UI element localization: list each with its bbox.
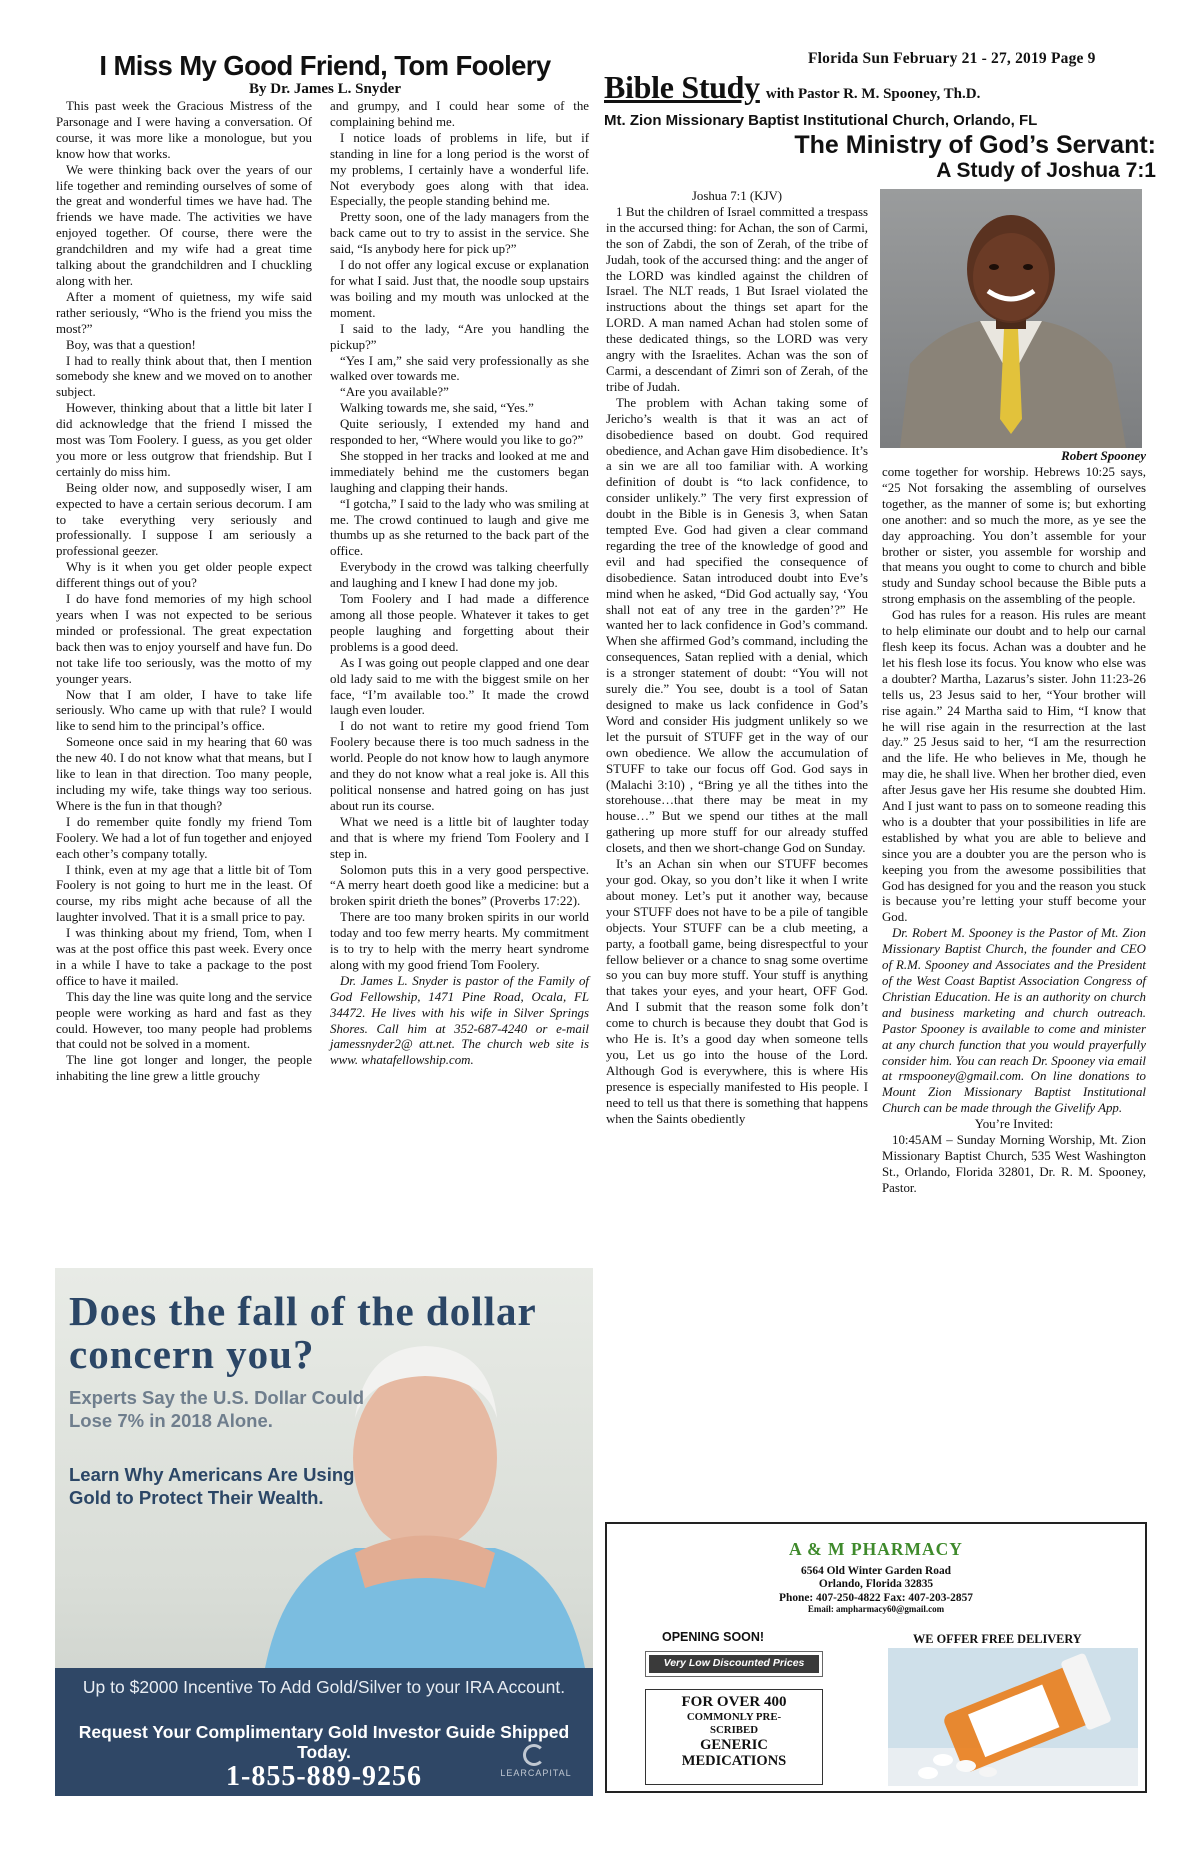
bible-study-heading <box>604 69 980 106</box>
pharmacy-address-2: Orlando, Florida 32835 <box>818 1578 934 1590</box>
opening-soon: OPENING SOON! <box>662 1630 765 1644</box>
bible-study-column-1 <box>606 189 868 1127</box>
paragraph: I had to really think about that, then I mention somebody she knew and we moved on to another subject. <box>56 353 312 400</box>
gold-investment-ad[interactable] <box>55 1268 593 1796</box>
sermon-subtitle: A Study of Joshua 7:1 <box>936 159 1156 182</box>
paragraph: However, thinking about that a little bit later I did acknowledge that the friend I missed the most was Tom Foolery. I guess, as you get older you more or less outgrow that friendship. But I certainly do miss him. <box>56 401 312 479</box>
paragraph: 1 But the children of Israel committed a trespass in the accursed thing: for Achan, the son of Carmi, the son of Zabdi, the son of Zerah, of the tribe of Judah, took of the accursed thing: and the anger of the LORD was kindled against the children of Israel. The NLT reads, 1 But Israel violated the instructions about the things set apart for the LORD. A man named Achan had stolen some of these dedicated things, so the LORD was very angry with the Israelites. Achan was the son of Carmi, a descendant of Zimri son of Zerah, of the tribe of Judah. <box>606 204 868 394</box>
ad-logo-text: LEARCAPITAL <box>500 1768 572 1778</box>
pharmacy-address-1: 6564 Old Winter Garden Road <box>801 1565 951 1577</box>
medications-line-2: COMMONLY PRE- <box>686 1711 782 1723</box>
article-column-1 <box>56 99 312 1085</box>
ad-headline: Does the fall of the dollar concern you? <box>69 1288 536 1377</box>
paragraph: Now that I am older, I have to take life seriously. Who came up with that rule? I would like to send him to the principal’s office. <box>56 687 312 734</box>
bible-study-title: Bible Study <box>604 69 760 105</box>
paragraph: “Yes I am,” she said very professionally as she walked over towards me. <box>330 353 589 384</box>
paragraph: She stopped in her tracks and looked at me and immediately behind me the customers began laughing and clapping their hands. <box>330 448 589 495</box>
paragraph: I do not offer any logical excuse or explanation for what I said. Just that, the noodle soup upstairs was boiling and my mouth was unlocked at the moment. <box>330 258 589 320</box>
paragraph: The problem with Achan taking some of Jericho’s wealth is that it was an act of disobedience based on doubt. God required obedience, and Achan gave Him disobedience. It’s a sin we are all too familiar with. A working definition of doubt is “to lack confidence, to consider unlikely.” The very first expression of doubt in the Bible is in Genesis 3, when Satan tempted Eve. God had given a clear command regarding the tree of the knowledge of good and evil and had specified the consequence of disobedience. Satan introduced doubt into Eve’s mind when he asked, “Did God actually say, ‘You shall not eat of any tree in the garden’?” He wanted her to lack confidence in God’s command. When she affirmed God’s command, including the consequences, Satan replied with a denial, which is a stronger statement of doubt: “You will not surely die.” You see, doubt is a tool of Satan designed to make us lack confidence in God’s Word and consider His judgment unlikely so we let the pursuit of STUFF get in the way of our own obedience. We allow the accumulation of STUFF to take our focus off God. God says in (Malachi 3:10) , “Bring ye all the tithes into the storehouse…that there may be meat in my house…” But we spend our tithes at the mall gathering up more stuff for our already stuffed closets, and then we short-change God on Sunday. <box>606 395 868 856</box>
bible-study-pastor: with Pastor R. M. Spooney, Th.D. <box>765 86 981 102</box>
paragraph: I do remember quite fondly my friend Tom Foolery. We had a lot of fun together and enjoyed each other’s company totally. <box>56 814 312 861</box>
ad-subheadline: Experts Say the U.S. Dollar Could Lose 7% in 2018 Alone. <box>69 1387 365 1431</box>
paragraph: This past week the Gracious Mistress of the Parsonage and I were having a conversation. Of course, it was more like a monologue, but you know how that works. <box>56 99 312 161</box>
church-name: Mt. Zion Missionary Baptist Institutional Church, Orlando, FL <box>604 112 1038 129</box>
paragraph: Being older now, and supposedly wiser, I am expected to have a certain serious decorum. I am to take everything very seriously and professionally. I suppose I am seriously a professional geezer. <box>56 480 312 559</box>
paragraph: The line got longer and longer, the people inhabiting the line grew a little grouchy <box>56 1053 312 1084</box>
paragraph: You’re Invited: <box>974 1117 1054 1132</box>
paragraph: and grumpy, and I could hear some of the complaining behind me. <box>330 99 589 129</box>
paragraph: Solomon puts this in a very good perspective. “A merry heart doeth good like a medicine: but a broken spirit drieth the bones” (Proverbs 17:22). <box>330 862 589 909</box>
ad-request-text: Request Your Complimentary Gold Investor Guide Shipped Today. <box>78 1722 570 1762</box>
pill-bottle-icon <box>888 1648 1138 1786</box>
paragraph: Joshua 7:1 (KJV) <box>691 189 783 203</box>
paragraph: Pretty soon, one of the lady managers from the back came out to try to assist in the service. She said, “Is anybody here for pick up?” <box>330 210 589 257</box>
paragraph: Boy, was that a question! <box>66 337 196 352</box>
medications-box <box>645 1689 823 1785</box>
paragraph: I said to the lady, “Are you handling the pickup?” <box>330 321 589 352</box>
paragraph: It’s an Achan sin when our STUFF becomes your god. Okay, so you don’t like it when I write about money. Let’s put it another way, because your STUFF does not have to be a pile of tangible objects. Your STUFF can be a club meeting, a party, a football game, being disrespectful to your fellow believer or a chance to snag some overtime so you can buy more stuff. Your stuff is anything that takes your eyes, and your heart, OFF God. And I submit that the reason some folk don’t come to church is because they doubt that God is who He is. It’s a good day when someone tells you, Let us go into the house of the Lord. Although God is everywhere, this is where His presence is especially manifested to His people. I need to tell us that there is something that happens when the Saints obediently <box>606 857 868 1126</box>
sermon-title: The Ministry of God’s Servant: <box>794 131 1156 159</box>
paragraph: 10:45AM – Sunday Morning Worship, Mt. Zion Missionary Baptist Church, 535 West Washington St., Orlando, Florida 32801, Dr. R. M. Spooney, Pastor. <box>882 1133 1146 1195</box>
paragraph: Someone once said in my hearing that 60 was the new 40. I do not know what that means, but I like to lean in that direction. Too many people, including my wife, take things way too serious. Where is the fun in that though? <box>56 735 312 813</box>
paragraph: I do not want to retire my good friend Tom Foolery because there is too much sadness in the world. People do not know how to laugh anymore and they do not know what a real joke is. All this political nonsense and hatred going on has just about run its course. <box>330 719 589 813</box>
pill-bottle-image <box>888 1648 1138 1786</box>
paragraph: Everybody in the crowd was talking cheerfully and laughing and I knew I had done my job. <box>330 560 589 591</box>
paragraph: Tom Foolery and I had made a difference among all those people. Whatever it takes to get people laughing and forgetting about their problems is a good deed. <box>330 592 589 654</box>
ad-subheadline-2: Learn Why Americans Are Using Gold to Protect Their Wealth. <box>69 1464 355 1508</box>
lear-capital-logo-icon <box>523 1744 545 1766</box>
paragraph: “Are you available?” <box>340 385 449 400</box>
pharmacy-email[interactable]: Email: ampharmacy60@gmail.com <box>807 1604 945 1614</box>
discount-badge <box>645 1651 823 1677</box>
paragraph: I think, even at my age that a little bit of Tom Foolery is not going to hurt me in the least. Of course, my ribs might ache because of all the laughter involved. That it is a small price to pay. <box>56 862 312 925</box>
medications-line-3: SCRIBED <box>709 1724 758 1736</box>
free-delivery: WE OFFER FREE DELIVERY <box>913 1632 1082 1646</box>
photo-caption: Robert Spooney <box>1061 448 1146 463</box>
article-title: I Miss My Good Friend, Tom Foolery <box>99 50 551 81</box>
paragraph: As I was going out people clapped and one dear old lady said to me with the biggest smile on her face, “I’m available too.” It made the crowd laugh even louder. <box>330 655 589 718</box>
paragraph: Why is it when you get older people expect different things out of you? <box>56 560 312 591</box>
paragraph: Dr. James L. Snyder is pastor of the Family of God Fellowship, 1471 Pine Road, Ocala, FL 34472. He lives with his wife in Silver Springs Shores. Call him at 352-687-4240 or e-mail jamessnyder2@ att.net. The church web site is www. whatafellowship.com. <box>330 973 589 1068</box>
paragraph: There are too many broken spirits in our world today and too few merry hearts. My commitment is to try to help with the merry heart syndrome along with my good friend Tom Foolery. <box>330 910 589 972</box>
paragraph: What we need is a little bit of laughter today and that is where my friend Tom Foolery and I step in. <box>330 814 589 861</box>
ad-incentive-text: Up to $2000 Incentive To Add Gold/Silver to your IRA Account. <box>82 1677 566 1697</box>
medications-line-5: MEDICATIONS <box>681 1753 787 1769</box>
paragraph: Dr. Robert M. Spooney is the Pastor of Mt. Zion Missionary Baptist Church, the founder and CEO of R.M. Spooney and Associates and the President of the West Coast Baptist Association Congress of Christian Education. He is an authority on church and business marketing and church outreach. Pastor Spooney is available to come and minister at any church function that you would prayerfully consider him. You can reach Dr. Spooney via email at rmspooney@gmail.com. On line donations to Mount Zion Missionary Baptist Institutional Church can be made through the Givelify App. <box>882 926 1146 1116</box>
article-byline: By Dr. James L. Snyder <box>249 81 401 97</box>
paragraph: Walking towards me, she said, “Yes.” <box>340 401 534 416</box>
pastor-portrait-illustration <box>880 189 1142 448</box>
ad-phone-number[interactable]: 1-855-889-9256 <box>226 1761 422 1792</box>
paragraph: God has rules for a reason. His rules are meant to help eliminate our doubt and to help our carnal flesh keep its focus. Achan was a doubter and he let his flesh lose its focus. You know who else was a doubter? Martha, Lazarus’s sister. John 11:23-26 tells us, 23 Jesus said to her, “Your brother will rise again.” 24 Martha said to Him, “I know that he will rise again in the resurrection at the last day.” 25 Jesus said to her, “I am the resurrection and the life. He who believes in Me, though he may die, he shall live. When her brother died, even after Jesus gave her His resume she doubted Him. And I just want to pass on to someone reading this who is a doubter that your possibilities in life are established by what you are able to believe and since you are a doubter you are the person who is keeping you from the awesome possibilities that God has designed for you and the reason you stuck is because you’re letting your stuff become your God. <box>882 608 1146 925</box>
paragraph: I was thinking about my friend, Tom, when I was at the post office this past week. Every once in a while I have to take a package to the post office to have it mailed. <box>56 926 312 988</box>
discount-label: Very Low Discounted Prices <box>649 1655 819 1673</box>
paragraph: We were thinking back over the years of our life together and reminding ourselves of some of the great and wonderful times we have had. The friends we have made. The activities we have enjoyed together. Of course, there were the grandchildren and my wife had a great time talking about the grandchildren and I chuckling along with her. <box>56 162 312 288</box>
pharmacy-name: A & M PHARMACY <box>789 1539 963 1559</box>
paragraph: Quite seriously, I extended my hand and responded to her, “Where would you like to go?” <box>330 417 589 448</box>
medications-line-4: GENERIC <box>700 1737 768 1753</box>
paragraph: come together for worship. Hebrews 10:25 says, “25 Not forsaking the assembling of ourselves together, as the manner of some is; but exhorting one another: and so much the more, as ye see the day approaching. You don’t assemble for your brother or sister, you assemble for worship and that means you ought to come to church and bible study and Sunday school because the Bible puts a strong emphasis on the assembling of the people. <box>882 465 1146 607</box>
article-column-2 <box>330 99 589 1069</box>
page-header: Florida Sun February 21 - 27, 2019 Page 9 <box>808 50 1096 67</box>
pharmacy-phones: Phone: 407-250-4822 Fax: 407-203-2857 <box>779 1592 973 1604</box>
paragraph: I notice loads of problems in life, but if standing in line for a long period is the worst of my problems, I certainly have a wonderful life. Not everybody goes along with that idea. Especially, the people standing behind me. <box>330 130 589 209</box>
paragraph: “I gotcha,” I said to the lady who was smiling at me. The crowd continued to laugh and give me thumbs up as she returned to the back part of the office. <box>330 496 589 559</box>
pastor-photo <box>880 189 1142 448</box>
paragraph: This day the line was quite long and the service people were working as hard and fast as they could. However, too many people had problems that could not be solved in a moment. <box>56 989 312 1052</box>
pharmacy-ad[interactable] <box>605 1522 1147 1793</box>
bible-study-column-2 <box>882 465 1146 1197</box>
paragraph: I do have fond memories of my high school years when I was not expected to be serious minded or professional. The great expectation back then was to enjoy yourself and have fun. Do not take life too seriously, was the motto of my younger years. <box>56 592 312 686</box>
paragraph: After a moment of quietness, my wife said rather seriously, “Who is the friend you miss the most?” <box>56 289 312 336</box>
medications-count: FOR OVER 400 <box>681 1694 787 1710</box>
